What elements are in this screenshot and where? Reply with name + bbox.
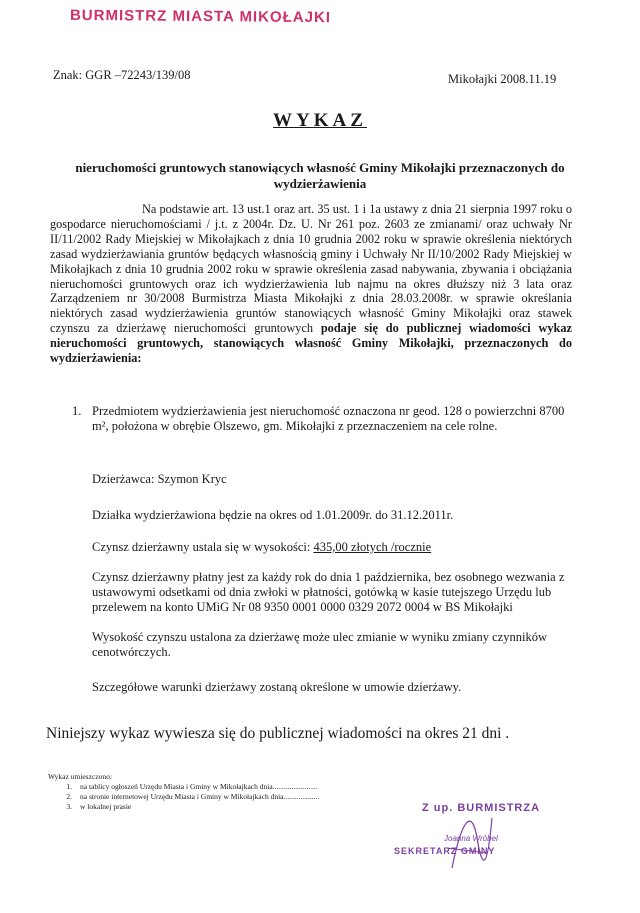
header-stamp: BURMISTRZ MIASTA MIKOŁAJKI — [69, 6, 332, 27]
item-payment: Czynsz dzierżawny płatny jest za każdy rok do dnia 1 października, bez osobnego wezwania z ustawowymi odsetkami od dnia zwłoki w płatności, gotówką w kasie tutejszego Urzędu lub przelewem na konto UMiG Nr 08 9350 0001 0000 0329 2072 0004 w BS Mikołajki — [92, 570, 565, 614]
item-period: Działka wydzierżawiona będzie na okres od 1.01.2009r. do 31.12.2011r. — [92, 508, 454, 522]
intro-text: Na podstawie art. 13 ust.1 oraz art. 35 ust. 1 i 1a ustawy z dnia 21 sierpnia 1997 roku o gospodarce nieruchomościami / j.t. z 2004r. Dz. U. Nr 261 poz. 2603 ze zmianami/ oraz uchwały Nr II/11/2002 Rady Miejskiej w Mikołajkach z dnia 10 grudnia 2002 roku w sprawie określenia niektórych zasad wydzierżawiania gruntów będących własnością gminy i Uchwały Nr II/10/2002 Rady Miejskiej w Mikołajkach z dnia 10 grudnia 2002 roku w sprawie określenia zasad nabywania, zbywania i obciążania nieruchomości gruntowych oraz ich wydzierżawienia lub najmu na okres dłuższy niż 3 lata oraz Zarządzeniem nr 30/2008 Burmistrza Miasta Mikołajki z dnia 28.03.2008r. w sprawie określania niektórych zasad wydzierżawienia gruntów stanowiących własność Gminy Mikołajki oraz stawek czynszu za dzierżawę nieruchomości gruntowych — [50, 202, 572, 336]
item-rent — [92, 540, 572, 555]
distribution-item: 3. w lokalnej prasie — [66, 802, 132, 811]
item-conditions: Szczegółowe warunki dzierżawy zostaną określone w umowie dzierżawy. — [92, 680, 462, 694]
publication-notice: Niniejszy wykaz wywiesza się do publicznej wiadomości na okres 21 dni . — [46, 725, 510, 742]
rent-label: Czynsz dzierżawny ustala się w wysokości: — [92, 540, 314, 554]
item-number: 1. — [72, 404, 82, 418]
stamp-line-1: Z up. BURMISTRZA — [422, 802, 541, 814]
signature-scribble-icon — [442, 798, 502, 878]
distribution-list — [48, 772, 319, 812]
item-rent-change: Wysokość czynszu ustalona za dzierżawę może ulec zmianie w wyniku zmiany czynników cenotwórczych. — [92, 630, 547, 659]
item-description: Przedmiotem wydzierżawienia jest nieruchomość oznaczona nr geod. 128 o powierzchni 8700 m², położona w obrębie Olszewo, gm. Mikołajki z przeznaczeniem na cele rolne. — [92, 404, 565, 433]
distribution-item: 2. na stronie internetowej Urzędu Miasta i Gminy w Mikołajkach dnia................... — [66, 792, 320, 801]
document-title: WYKAZ — [273, 110, 367, 131]
item-tenant: Dzierżawca: Szymon Kryc — [92, 472, 227, 486]
document-date: Mikołajki 2008.11.19 — [448, 72, 557, 86]
stamp-line-2: Joanna Wróbel — [444, 834, 498, 843]
signature-stamp — [394, 802, 582, 882]
reference-number: Znak: GGR –72243/139/08 — [53, 68, 191, 82]
document-subtitle: nieruchomości gruntowych stanowiących własność Gminy Mikołajki przeznaczonych do wydzierżawienia — [75, 160, 565, 191]
intro-paragraph — [50, 202, 572, 366]
rent-value: 435,00 złotych /rocznie — [313, 540, 432, 554]
stamp-line-3: SEKRETARZ GMINY — [394, 846, 496, 856]
intro-bold-text: podaje się do publicznej wiadomości wykaz nieruchomości gruntowych, stanowiących własność Gminy Mikołajki, przeznaczonych do wydzierżawienia: — [50, 321, 572, 366]
distribution-heading: Wykaz umieszczono: — [48, 772, 112, 781]
distribution-item: 1. na tablicy ogłoszeń Urzędu Miasta i Gminy w Mikołajkach dnia........................ — [66, 782, 318, 791]
